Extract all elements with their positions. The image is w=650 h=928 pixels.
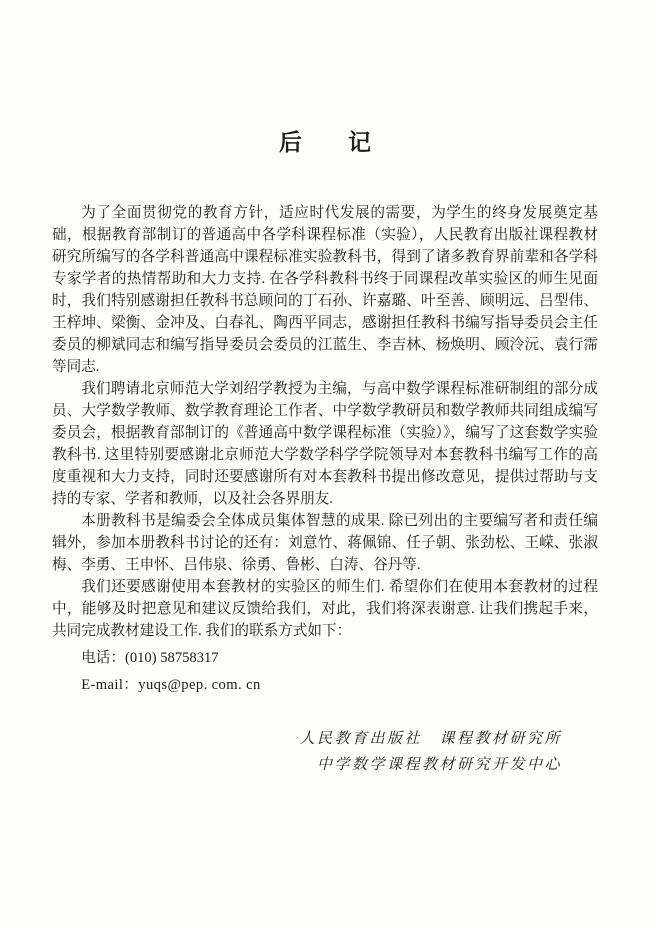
page-title: 后 记 xyxy=(279,130,371,155)
paragraph-general-acknowledgement: 为了全面贯彻党的教育方针，适应时代发展的需要，为学生的终身发展奠定基础，根据教育部制订的普通高中各学科课程标准（实验），人民教育出版社课程教材研究所编写的各学科普通高中课程标准实验教科书，得到了诸多教育界前辈和各学科专家学者的热情帮助和大力支持. 在各学科教科书终于同课程改革实验区的师生见面时，我们特别感谢担任教科书总顾问的丁石孙、许嘉璐、叶至善、顾明远、吕型伟、王梓坤、梁衡、金冲及、白春礼、陶西平同志，感谢担任教科书编写指导委员会主任委员的柳斌同志和编写指导委员会委员的江蓝生、李吉林、杨焕明、顾泠沅、袁行霈等同志. xyxy=(52,205,598,376)
paragraph-editorial-committee: 我们聘请北京师范大学刘绍学教授为主编，与高中数学课程标准研制组的部分成员、大学数学教师、数学教育理论工作者、中学数学教研员和数学教师共同组成编写委员会，根据教育部制订的《普通高中数学课程标准（实验）》，编写了这套数学实验教科书. 这里特别要感谢北京师范大学数学科学学院领导对本套教科书编写工作的高度重视和大力支持，同时还要感谢所有对本套教科书提出修改意见，提供过帮助与支持的专家、学者和教师，以及社会各界朋友. xyxy=(52,381,598,508)
paragraph-discussion-contributors: 本册教科书是编委会全体成员集体智慧的成果. 除已列出的主要编写者和责任编辑外，参加本册教科书讨论的还有：刘意竹、蒋佩锦、任子朝、张劲松、王嵘、张淑梅、李勇、王申怀、吕伟泉、徐勇、鲁彬、白涛、谷丹等. xyxy=(52,513,598,574)
signature-block xyxy=(0,726,650,778)
phone-line: 电话：(010) 58758317 xyxy=(81,650,219,667)
email-line: E-mail：yuqs@pep. com. cn xyxy=(81,677,261,694)
research-center-line: 中学数学课程教材研究开发中心 xyxy=(316,757,562,774)
paragraph-feedback-request: 我们还要感谢使用本套教材的实验区的师生们. 希望你们在使用本套教材的过程中，能够及时把意见和建议反馈给我们，对此，我们将深表谢意. 让我们携起手来，共同完成教材建设工作. 我们的联系方式如下： xyxy=(52,579,598,640)
afterword-body xyxy=(52,202,598,696)
publisher-line: 人民教育出版社 课程教材研究所 xyxy=(299,731,562,748)
